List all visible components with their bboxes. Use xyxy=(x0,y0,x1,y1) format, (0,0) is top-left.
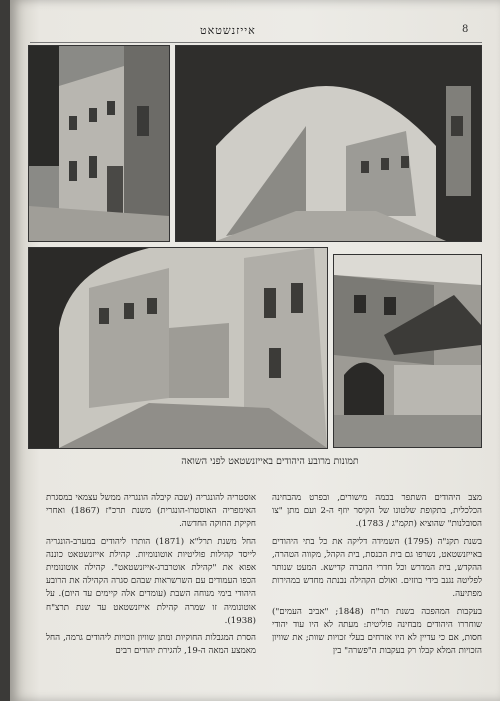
running-head: אייזנשטאט xyxy=(200,24,256,37)
text-column-right xyxy=(272,492,482,662)
paragraph: מצב היהודים השתפר בכמה מישורים, ובפרט מהבחינה הכלכלית, בתקופת שלטונו של הקיסר יוזף ה-2 ועם מתן "צו הסובלנות" שהוציא (תקמ"ג / 1783). xyxy=(272,493,482,530)
text-column-left xyxy=(46,492,256,662)
header-rule xyxy=(30,42,482,43)
photo-caption: תמונות מרובע היהודים באייזנשטאט לפני השואה xyxy=(181,456,359,467)
book-page xyxy=(10,0,500,701)
photo-street-houses xyxy=(28,45,170,242)
photo-archway-street xyxy=(175,45,482,242)
paragraph: בשנת תקנ"ה (1795) השמידה דליקה את כל בתי היהודים באייזנשטאט, נשרפו גם בית הכנסת, בית הקהל, מקווה הטהרה, ההקדש, בית המדרש וכל חדרי החברה קדישא. המעט שנותר לפליטה נגנב בידי בוזזים. ואולם הקהילה נבנתה מחדש במהירות מפתיעה. xyxy=(272,536,482,600)
page-header xyxy=(10,22,500,40)
paragraph: החל משנת תרל"א (1871) הותרו ליהודים במערב-הונגריה לייסד קהילות פוליטיות אוטונומיות. קהילת אייזנשטאט כוננה אפוא את "קהילת אוטרברג-אייזנשטאט". קהילה אוטונומית הכפו העמודים עם השרשראות שבהם סגרה הקהילה את הרובע היהודי בימי מנוחה השבת (עומדים אלה קיימים עד היום). על אוטונומיה זו שמרה קהילת אייזנשטאט עד שנת תרצ"ח (1938). xyxy=(46,536,257,626)
paragraph: בעקבות המהפכה בשנת תר"ח (1848; "אביב העמים") שוחררו היהודים מבחינה פוליטית: מעתה לא היו עוד יהודי חסות, אם כי עדיין לא היו אזרחים בעלי זכויות שוות; את שוויון הזכויות המלא קבלו רק בעקבות ה"פשרה" בין xyxy=(272,606,482,657)
paragraph: אוסטריה להונגריה (שבה קיבלה הונגריה ממשל עצמאי במסגרת האימפריה האוסטרו-הונגרית) משנת תרכ"ז (1867) ואחרי חקיקת החוקה החדשה. xyxy=(46,493,256,530)
photo-courtyard-arch xyxy=(28,247,328,449)
page-number: 8 xyxy=(462,24,469,35)
photo-house-gate xyxy=(333,254,482,448)
paragraph: הסרת המגבלות החוקיות ומתן שוויון וזכויות ליהודים גרמה, החל מאמצע המאה ה-19, להגירת יהודים רבים xyxy=(46,633,256,657)
